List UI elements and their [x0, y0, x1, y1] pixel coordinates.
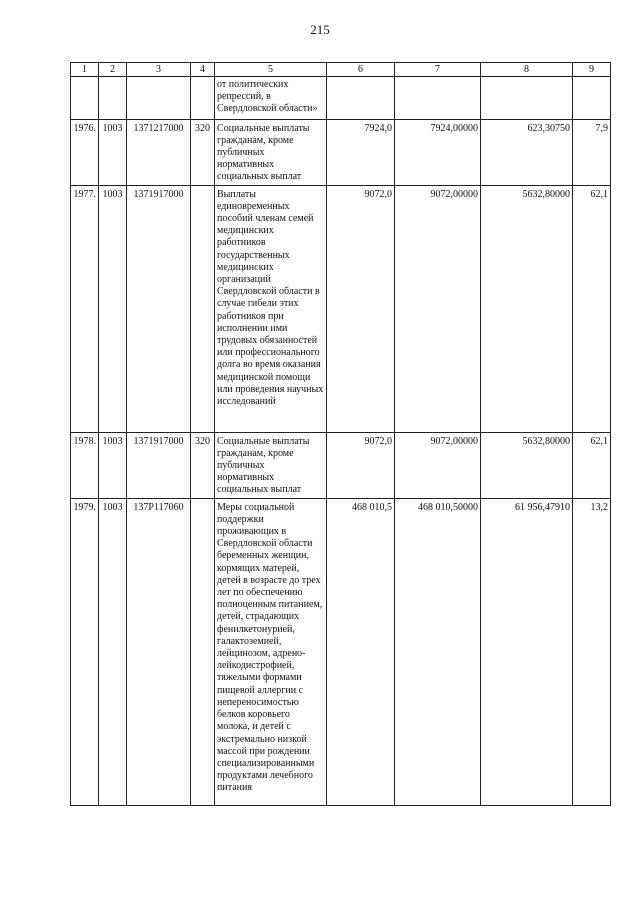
- execution-percent: 7,9: [573, 119, 611, 185]
- table-row: [71, 498, 611, 805]
- table-cell: [71, 77, 99, 120]
- column-header: 5: [215, 63, 327, 77]
- expense-type-code: 320: [191, 432, 215, 498]
- section-code: 1003: [99, 119, 127, 185]
- row-number: 1979.: [71, 498, 99, 805]
- amount-planned: 9072,0: [327, 432, 395, 498]
- section-code: 1003: [99, 432, 127, 498]
- table-row: [71, 432, 611, 498]
- table-cell: [191, 77, 215, 120]
- column-header: 9: [573, 63, 611, 77]
- amount-planned: 468 010,5: [327, 498, 395, 805]
- table-row-continuation: [71, 77, 611, 120]
- target-code: 1371217000: [127, 119, 191, 185]
- target-code: 137P117060: [127, 498, 191, 805]
- table-cell: [99, 77, 127, 120]
- row-description: от политических репрессий, в Свердловской области»: [215, 77, 327, 120]
- amount-planned: 9072,0: [327, 185, 395, 432]
- amount-approved: 468 010,50000: [395, 498, 481, 805]
- target-code: 1371917000: [127, 432, 191, 498]
- row-description: Социальные выплаты гражданам, кроме публичных нормативных социальных выплат: [215, 119, 327, 185]
- section-code: 1003: [99, 498, 127, 805]
- amount-executed: 5632,80000: [481, 185, 573, 432]
- execution-percent: 13,2: [573, 498, 611, 805]
- table-cell: [481, 77, 573, 120]
- table-cell: [395, 77, 481, 120]
- column-header: 6: [327, 63, 395, 77]
- budget-table: [70, 62, 611, 806]
- execution-percent: 62,1: [573, 185, 611, 432]
- row-number: 1976.: [71, 119, 99, 185]
- table-cell: [127, 77, 191, 120]
- column-header: 4: [191, 63, 215, 77]
- table-cell: [573, 77, 611, 120]
- section-code: 1003: [99, 185, 127, 432]
- column-header: 7: [395, 63, 481, 77]
- column-header: 2: [99, 63, 127, 77]
- amount-approved: 7924,00000: [395, 119, 481, 185]
- row-description: Выплаты единовременных пособий членам семей медицинских работников государственных медицинских организаций Свердловской области в случае гибели этих работников при исполнении ими трудовых обязанностей или профессионального долга во время оказания медицинской помощи или проведения научных исследований: [215, 185, 327, 432]
- amount-approved: 9072,00000: [395, 185, 481, 432]
- expense-type-code: 320: [191, 119, 215, 185]
- row-number: 1977.: [71, 185, 99, 432]
- column-header: 1: [71, 63, 99, 77]
- table-row: [71, 119, 611, 185]
- expense-type-code: [191, 498, 215, 805]
- table-cell: [327, 77, 395, 120]
- row-description: Социальные выплаты гражданам, кроме публичных нормативных социальных выплат: [215, 432, 327, 498]
- amount-executed: 5632,80000: [481, 432, 573, 498]
- column-header: 3: [127, 63, 191, 77]
- amount-executed: 623,30750: [481, 119, 573, 185]
- row-description: Меры социальной поддержки проживающих в Свердловской области беременных женщин, кормящих матерей, детей в возрасте до трех лет по обеспечению полноценным питанием, детей, страдающих фенилкетонурией, галактоземией, лейцинозом, адрено-лейкодистрофией, тяжелыми формами пищевой аллергии с непереносимостью белков коровьего молока, и детей с экстремально низкой массой при рождении специализированными продуктами лечебного питания: [215, 498, 327, 805]
- amount-planned: 7924,0: [327, 119, 395, 185]
- table-row: [71, 185, 611, 432]
- table-header-row: [71, 63, 611, 77]
- amount-approved: 9072,00000: [395, 432, 481, 498]
- amount-executed: 61 956,47910: [481, 498, 573, 805]
- execution-percent: 62,1: [573, 432, 611, 498]
- expense-type-code: [191, 185, 215, 432]
- column-header: 8: [481, 63, 573, 77]
- row-number: 1978.: [71, 432, 99, 498]
- page-number: 215: [310, 22, 330, 37]
- target-code: 1371917000: [127, 185, 191, 432]
